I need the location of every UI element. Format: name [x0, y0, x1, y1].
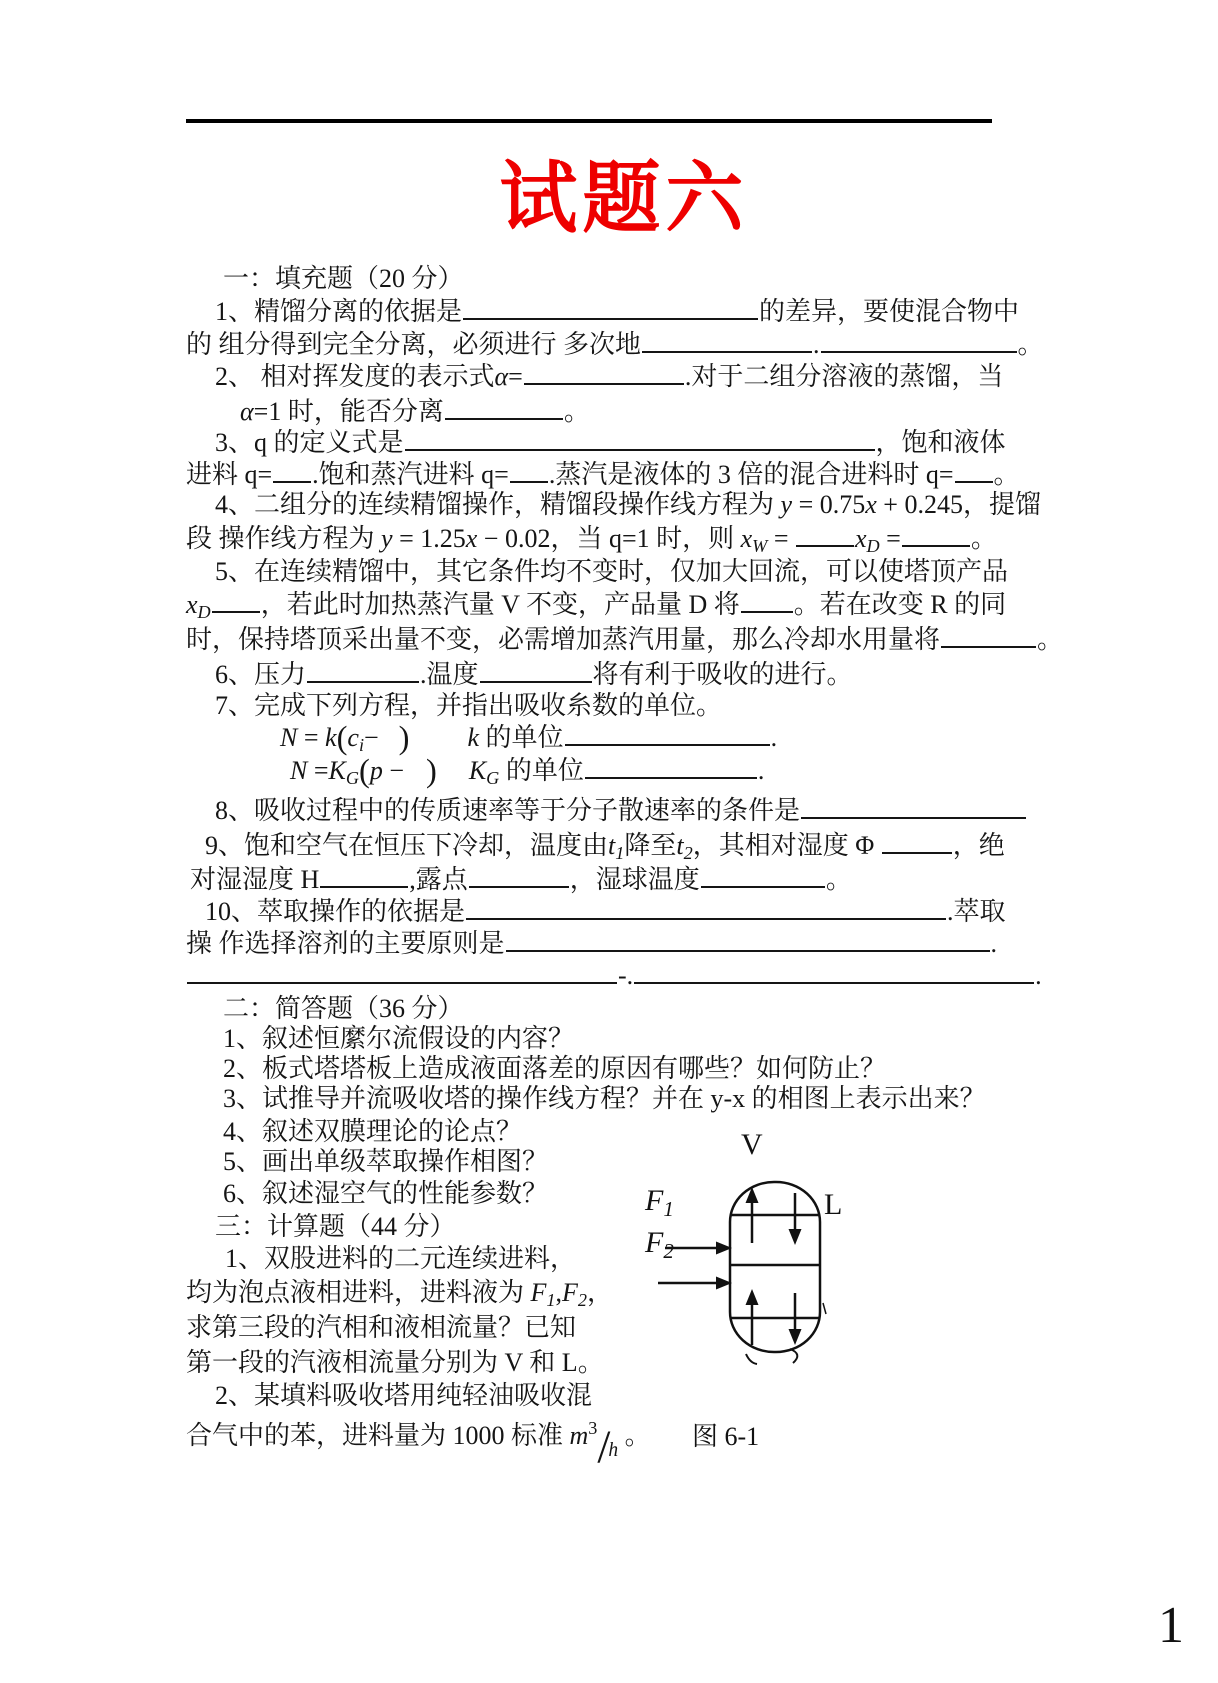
text-segment: 。 — [970, 524, 997, 553]
blank-underline — [821, 349, 1017, 353]
math-paren: ) — [398, 720, 410, 757]
text-segment: = — [508, 362, 523, 391]
q2-line1 — [215, 361, 1003, 393]
math-italic: α — [494, 362, 509, 391]
math-subscript: 1 — [615, 843, 625, 864]
sa-3 — [223, 1083, 986, 1115]
text-segment: 10、萃取操作的依据是 — [205, 897, 466, 926]
liquid-down-arrowhead-top — [789, 1229, 802, 1245]
text-segment: 4、叙述双膜理论的论点？ — [223, 1117, 523, 1146]
text-segment: .蒸汽是液体的 3 倍的混合进料时 q= — [548, 460, 954, 489]
text-segment: + 0.245，提馏 — [876, 490, 1041, 519]
clipped-label-artifact-right — [790, 1349, 797, 1363]
math-paren: ) — [426, 753, 437, 790]
math-subscript: W — [752, 536, 768, 557]
text-segment: 6、压力 — [215, 660, 307, 689]
text-segment: .对于二组分溶液的蒸馏，当 — [684, 362, 1004, 391]
sa-4 — [223, 1116, 522, 1148]
math-italic: x — [186, 590, 198, 619]
blank-underline — [882, 850, 952, 854]
spacer — [404, 778, 426, 779]
math-subscript: i — [358, 735, 364, 756]
text-segment: 6、叙述湿空气的性能参数？ — [223, 1179, 549, 1208]
text-segment: .饱和蒸汽进料 q= — [312, 460, 509, 489]
text-segment: ，其相对湿度 Φ — [692, 831, 881, 860]
blank-underline — [320, 884, 408, 888]
math-italic: N — [290, 756, 308, 785]
q3-line2 — [186, 459, 1020, 491]
text-segment: = — [879, 524, 901, 553]
q9-line2 — [190, 864, 852, 896]
q7-line — [215, 690, 722, 722]
page-number: 1 — [1158, 1597, 1184, 1654]
text-segment: 操 作选择溶剂的主要原则是 — [186, 929, 505, 958]
spacer — [379, 745, 399, 746]
text-segment: 2、 相对挥发度的表示式 — [215, 362, 495, 391]
text-segment: . — [1035, 961, 1042, 990]
text-segment: 9、饱和空气在恒压下冷却，温度由 — [205, 831, 609, 860]
blank-underline — [741, 609, 793, 613]
sa-5 — [223, 1146, 548, 1178]
fraction-slash: / — [597, 1420, 609, 1473]
math-paren: ( — [336, 720, 348, 757]
math-italic: x — [465, 524, 478, 553]
math-subscript: 1 — [546, 1290, 556, 1311]
clipped-prime-mark — [823, 1303, 826, 1314]
q5-line2 — [186, 589, 1006, 628]
text-segment: 第一段的汽液相流量分别为 V 和 L。 — [186, 1348, 604, 1377]
f1-base: F — [645, 1184, 664, 1217]
blank-underline — [524, 381, 684, 385]
calc1-line2 — [186, 1277, 613, 1316]
q1-line1 — [215, 296, 1019, 328]
blank-underline — [801, 815, 1026, 819]
math-subscript: D — [197, 602, 211, 623]
text-segment: 的单位 — [499, 756, 584, 785]
text-segment: .萃取 — [947, 897, 1006, 926]
text-segment: − 0.02，当 q=1 时，则 — [477, 524, 741, 553]
text-segment: 降至 — [624, 831, 677, 860]
text-segment: 。 — [563, 397, 590, 426]
math-italic: F — [562, 1278, 578, 1307]
math-italic: y — [780, 490, 793, 519]
text-segment: . — [813, 330, 820, 359]
math-paren: ( — [359, 753, 370, 790]
text-segment: 二：简答题（36 分） — [223, 994, 464, 1023]
sa-1 — [223, 1023, 574, 1055]
text-segment: = — [767, 524, 795, 553]
text-segment: 8、吸收过程中的传质速率等于分子散速率的条件是 — [215, 796, 801, 825]
blank-underline — [273, 479, 311, 483]
figure-label-l: L — [824, 1188, 843, 1221]
blank-underline — [701, 884, 825, 888]
top-rule — [186, 119, 992, 123]
text-segment: -. — [618, 961, 634, 990]
calc1-line3 — [186, 1312, 576, 1344]
text-segment: .温度 — [420, 660, 479, 689]
text-segment: ，绝 — [952, 831, 1005, 860]
text-segment: 。 — [825, 865, 852, 894]
text-segment: 将有利于吸收的进行。 — [592, 660, 853, 689]
blank-underline — [187, 980, 617, 984]
calc1-line1 — [225, 1243, 576, 1275]
q10-line2 — [186, 928, 997, 960]
math-italic: t — [608, 831, 616, 860]
blank-underline — [510, 479, 548, 483]
q5-line3 — [186, 624, 1063, 656]
blank-underline — [902, 543, 970, 547]
math-italic: α — [240, 397, 254, 426]
q3-line1 — [215, 427, 1006, 459]
text-segment: ，饱和液体 — [875, 428, 1006, 457]
clipped-label-artifact-left — [746, 1354, 757, 1364]
math-italic: K — [468, 756, 487, 785]
text-segment: . — [770, 723, 778, 752]
blank-underline — [466, 916, 946, 920]
text-segment: 的 组分得到完全分离，必须进行 多次地 — [186, 330, 642, 359]
text-segment: 。 — [1037, 625, 1064, 654]
blank-underline — [307, 679, 419, 683]
math-italic: F — [530, 1278, 547, 1307]
math-italic: m — [569, 1421, 589, 1450]
text-segment: 对湿湿度 H — [190, 865, 320, 894]
f2-base: F — [645, 1226, 664, 1259]
blank-underline — [405, 447, 875, 451]
math-italic: x — [854, 524, 867, 553]
vapor-up-arrowhead-bottom — [746, 1289, 759, 1305]
text-segment: 时，保持塔顶采出量不变，必需增加蒸汽用量，那么冷却水用量将 — [186, 625, 941, 654]
math-italic: N — [280, 723, 298, 752]
figure-caption: 图 6-1 — [692, 1422, 760, 1451]
math-subscript: D — [866, 536, 880, 557]
q1-line2 — [186, 329, 1044, 361]
text-segment: ，湿球温度 — [569, 865, 700, 894]
f2-subscript: 2 — [663, 1238, 674, 1263]
q10-line3 — [186, 960, 1042, 992]
text-segment: − — [382, 756, 404, 785]
blank-underline — [445, 416, 563, 420]
text-segment: 4、二组分的连续精馏操作，精馏段操作线方程为 — [215, 490, 781, 519]
sec2-heading — [223, 993, 464, 1025]
spacer — [437, 778, 469, 779]
text-segment: 2、某填料吸收塔用纯轻油吸收混 — [215, 1381, 593, 1410]
blank-underline — [585, 775, 757, 779]
text-segment: = — [307, 756, 329, 785]
math-italic: x — [740, 524, 753, 553]
blank-underline — [634, 980, 1034, 984]
text-segment: 均为泡点液相进料，进料液为 — [186, 1278, 531, 1307]
text-segment: − — [364, 723, 379, 752]
q4-line1 — [215, 489, 1041, 521]
text-segment: 进料 q= — [186, 460, 273, 489]
calc1-line4 — [186, 1347, 604, 1379]
sa-6 — [223, 1178, 548, 1210]
blank-underline — [955, 479, 993, 483]
blank-underline — [480, 679, 592, 683]
math-subscript: G — [345, 768, 359, 789]
page-title: 试题六 — [499, 155, 749, 242]
q2-line2 — [240, 396, 590, 428]
fraction-denominator: h — [608, 1440, 619, 1462]
blank-underline — [642, 349, 812, 353]
math-subscript: 2 — [577, 1290, 587, 1311]
math-subscript: G — [486, 768, 500, 789]
math-italic: y — [381, 524, 393, 553]
figure-label-v: V — [741, 1128, 763, 1161]
math-subscript: 2 — [683, 843, 693, 864]
text-segment: . — [990, 929, 998, 958]
math-italic: k — [325, 723, 337, 752]
calc2-line2 — [186, 1412, 651, 1473]
figure-label-f2 — [645, 1226, 674, 1264]
blank-underline — [506, 948, 990, 952]
q8-line — [215, 795, 1027, 827]
text-segment: = 0.75 — [792, 490, 866, 519]
spacer — [410, 745, 468, 746]
math-italic: K — [328, 756, 346, 785]
math-italic: t — [676, 831, 684, 860]
blank-underline — [463, 316, 758, 320]
text-segment: 求第三段的汽相和液相流量？已知 — [186, 1313, 577, 1342]
text-segment: 。 — [993, 460, 1020, 489]
sec1-heading — [223, 263, 464, 295]
text-segment: 。 — [1017, 330, 1044, 359]
liquid-down-arrowhead-bottom — [789, 1329, 802, 1345]
text-segment: = 1.25 — [392, 524, 466, 553]
f1-subscript: 1 — [663, 1196, 674, 1221]
text-segment: 段 操作线方程为 — [186, 524, 382, 553]
text-segment: 1、精馏分离的依据是 — [215, 297, 463, 326]
text-segment: = — [297, 723, 326, 752]
text-segment: ,露点 — [409, 865, 468, 894]
text-segment: 3、q 的定义式是 — [215, 428, 404, 457]
math-italic: p — [369, 756, 383, 785]
blank-underline — [565, 742, 770, 746]
text-segment: . — [757, 756, 765, 785]
text-segment: 1、双股进料的二元连续进料， — [225, 1244, 577, 1273]
text-segment: 3、试推导并流吸收塔的操作线方程？并在 y-x 的相图上表示出来？ — [223, 1084, 986, 1113]
text-segment: 的单位 — [479, 723, 564, 752]
q10-line1 — [205, 896, 1006, 928]
math-italic: x — [865, 490, 877, 519]
text-segment: 2、板式塔塔板上造成液面落差的原因有哪些？如何防止？ — [223, 1054, 887, 1083]
text-segment: 7、完成下列方程，并指出吸收糸数的单位。 — [215, 691, 723, 720]
q5-line1 — [215, 556, 1008, 588]
blank-underline — [469, 884, 569, 888]
text-segment: , — [555, 1278, 562, 1307]
q7-eq2 — [290, 755, 764, 794]
math-superscript: 3 — [588, 1418, 598, 1438]
text-segment: 一：填充题（20 分） — [223, 264, 464, 293]
blank-underline — [796, 543, 854, 547]
text-segment: 1、叙述恒縻尔流假设的内容？ — [223, 1024, 575, 1053]
calc2-line1 — [215, 1380, 592, 1412]
sa-2 — [223, 1053, 886, 1085]
text-segment: ，若此时加热蒸汽量 V 不变，产品量 D 将 — [260, 590, 740, 619]
text-segment: 的差异，要使混合物中 — [759, 297, 1020, 326]
text-segment: =1 时，能否分离 — [253, 397, 444, 426]
column-diagram-svg — [560, 1115, 890, 1385]
column-outline — [730, 1182, 820, 1352]
sec3-heading — [215, 1211, 456, 1243]
text-segment: 5、画出单级萃取操作相图？ — [223, 1147, 549, 1176]
figure-label-f1 — [645, 1184, 674, 1222]
text-segment: 。若在改变 R 的同 — [793, 590, 1007, 619]
math-italic: k — [467, 723, 480, 752]
text-segment: 合气中的苯，进料量为 1000 标准 — [186, 1421, 570, 1450]
text-segment: 。 — [618, 1421, 651, 1450]
column-figure — [560, 1115, 890, 1385]
text-segment: ， — [586, 1278, 613, 1307]
blank-underline — [212, 609, 260, 613]
math-italic: c — [347, 723, 359, 752]
text-segment: 5、在连续精馏中，其它条件均不变时，仅加大回流，可以使塔顶产品 — [215, 557, 1009, 586]
q6-line — [215, 659, 853, 691]
blank-underline — [941, 644, 1036, 648]
text-segment: 三：计算题（44 分） — [215, 1212, 456, 1241]
